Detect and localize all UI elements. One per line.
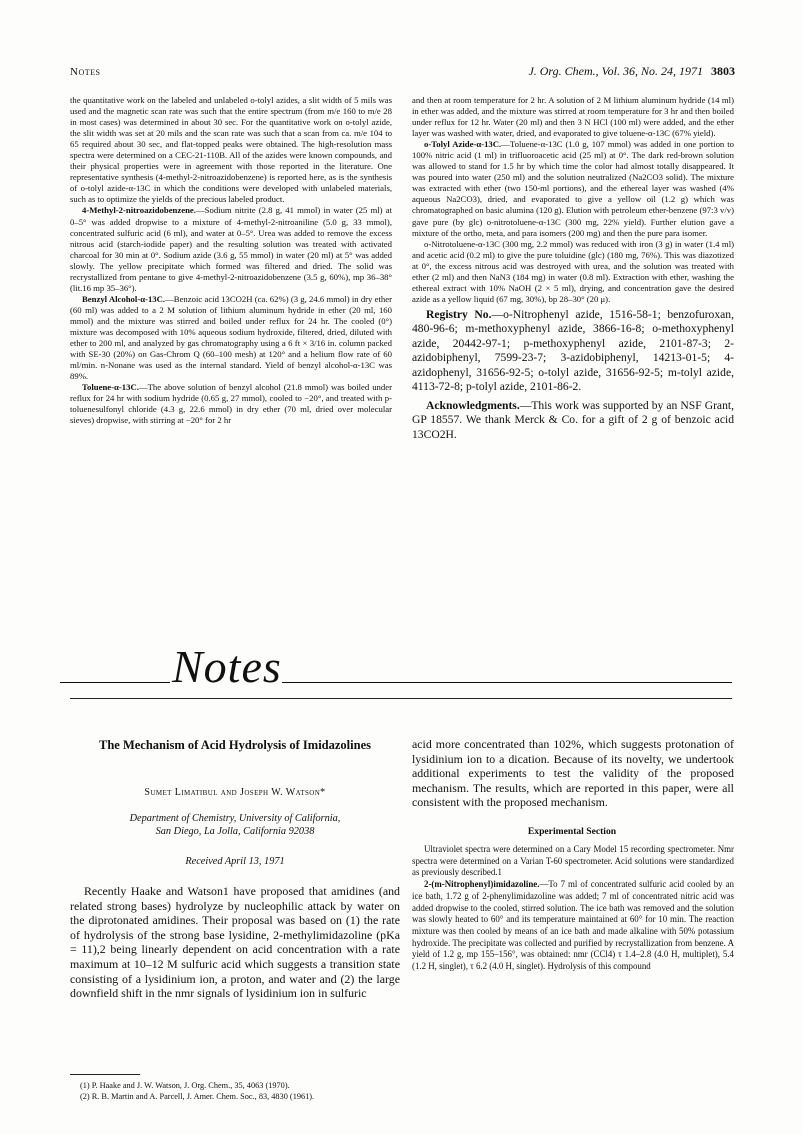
paragraph: o-Nitrotoluene-α-13C (300 mg, 2.2 mmol) was reduced with iron (3 g) in water (1.4 ml) and acetic acid (0.2 ml) to give the pure toluidine (glc) (180 mg, 76%). This was diazotized at 0°, the excess nitrous acid was destroyed with urea, and the solution was treated with ether (2 ml) and then NaN3 (184 mg) in water (0.8 ml). Extraction with ether, washing the ethereal extract with 10% NaOH (2 × 5 ml), drying, and concentration gave the desired azide as a yellow liquid (67 mg, 30%), bp 28–30° (20 μ). [412, 238, 734, 304]
paragraph-heading: Toluene-α-13C. [82, 382, 139, 393]
paragraph: Ultraviolet spectra were determined on a Cary Model 15 recording spectrometer. Nmr spectra were determined on a Varian T-60 spectrometer. Acid solutions were standardized as previously described.1 [412, 844, 734, 878]
footnote: (2) R. B. Martin and A. Parcell, J. Amer. Chem. Soc., 83, 4830 (1961). [80, 1092, 315, 1101]
running-header-journal [528, 64, 735, 79]
paragraph: acid more concentrated than 102%, which suggests protonation of lysidinium ion to a dication. Because of its novelty, we undertook additional experiments to test the validity of the proposed mechanism. The results, which are reported in this paper, were all consistent with the proposed mechanism. [412, 737, 734, 810]
banner-underline-left [60, 682, 170, 683]
paragraph-text: —Sodium nitrite (2.8 g, 41 mmol) in water (25 ml) at 0–5° was added dropwise to a mixture of 4-methyl-2-nitroaniline (5.0 g, 33 mmol), concentrated sulfuric acid (6 ml), and water at 0–5°. Urea was added to remove the excess nitrous acid (starch-iodide paper) and the resulting solution was treated with activated charcoal for 30 min at 0°. Sodium azide (3.6 g, 55 mmol) in water (20 ml) at 5° was added slowly. The yellow precipitate which formed was filtered and dried. The solid was recrystallized from pentane to give 4-methyl-2-nitroazidobenzene (3.5 g, 60%), mp 36–38° (lit.16 mp 35–36°). [70, 205, 392, 293]
top-left-column [70, 95, 392, 426]
paragraph-heading: 2-(m-Nitrophenyl)imidazoline. [424, 879, 540, 890]
experimental-section-heading: Experimental Section [527, 826, 617, 837]
article-affiliation [70, 812, 400, 838]
experimental-section [412, 844, 734, 973]
registry-numbers [412, 308, 734, 395]
footnote: (1) P. Haake and J. W. Watson, J. Org. Chem., 35, 4063 (1970). [80, 1081, 290, 1090]
paragraph-text: —The above solution of benzyl alcohol (21.8 mmol) was boiled under reflux for 24 hr with sodium hydride (0.65 g, 27 mmol), cooled to −20°, and treated with p-toluenesulfonyl chloride (4.3 g, 22.6 mmol) in dry ether (70 ml, dried over molecular sieves) dropwise, with stirring at −20° for 2 hr [70, 382, 392, 426]
paragraph-text: —Toluene-α-13C (1.0 g, 107 mmol) was added in one portion to 100% nitric acid (1 ml) in trifluoroacetic acid (25 ml) at 0°. The dark red-brown solution was allowed to stand for 1.5 hr by which time the color had almost totally disappeared. It was poured into water (250 ml) and the solution neutralized (Na2CO3 solid). The mixture was extracted with ether (two 150-ml portions), and the ethereal layer was washed (4% aqueous Na2CO3), dried, and evaporated to give a yellow oil (1.2 g) which was chromatographed on basic alumina (120 g). Elution with petroleum ether-benzene (97:3 v/v) gave pure (by glc) o-nitrotoluene-α-13C (300 mg, 22% yield). Further elution gave a mixture of the ortho, meta, and para isomers (200 mg) and then the pure para isomer. [412, 139, 734, 238]
received-date: Received April 13, 1971 [185, 856, 285, 867]
top-right-column [412, 95, 734, 442]
page-number: 3803 [711, 64, 735, 78]
footnotes [80, 1080, 400, 1102]
registry-block [412, 308, 734, 443]
paragraph [412, 879, 734, 973]
acknowledgments [412, 399, 734, 443]
article-intro-left [70, 884, 400, 1001]
paragraph [70, 294, 392, 382]
journal-citation: J. Org. Chem., Vol. 36, No. 24, 1971 [528, 64, 703, 78]
running-header-section: Notes [70, 66, 101, 78]
paragraph: the quantitative work on the labeled and unlabeled o-tolyl azides, a slit width of 5 mils was used and the magnetic scan rate was such that the entire spectrum (from m/e 160 to m/e 28 in most cases) was determined in about 30 sec. For the quantitative work on o-tolyl azide, the slit width was set at 20 mils and the scan rate was such that a scan from ca. m/e 104 to 65 required about 30 sec, and flat-topped peaks were obtained. The high-resolution mass spectra were determined on a CEC-21-110B. All of the azides were known compounds, and their physical properties were in agreement with those reported in the literature. One representative synthesis (4-methyl-2-nitroazidobenzene) is reported here, as is the synthesis of o-tolyl azide-α-13C in which the conditions were developed with unlabeled materials, such as to optimize the yields of the precious labeled product. [70, 95, 392, 205]
paragraph-heading: 4-Methyl-2-nitroazidobenzene. [82, 205, 196, 216]
paragraph: Recently Haake and Watson1 have proposed that amidines (and related strong bases) hydrolyze by nucleophilic attack by water on the diprotonated amidines. Their proposal was based on (1) the rate of hydrolysis of the strong base lysidine, 2-methylimidazoline (pKa = 11),2 being linearly dependent on acid concentration with a rate maximum at 10–12 M sulfuric acid which suggests a transition state consisting of a lysidinium ion, a proton, and water and (2) the large downfield shift in the nmr signals of lysidinium ion in sulfuric [70, 884, 400, 1001]
acknowledgments-heading: Acknowledgments. [426, 398, 520, 412]
article-title: The Mechanism of Acid Hydrolysis of Imidazolines [98, 738, 371, 752]
paragraph: and then at room temperature for 2 hr. A solution of 2 M lithium aluminum hydride (14 ml) in ether was added, and the mixture was stirred at room temperature for 3 hr and then boiled under reflux for 12 hr. Water (20 ml) and then 3 N HCl (100 ml) were added, and the ether layer was washed with water, dried, and evaporated to give toluene-α-13C (67% yield). [412, 95, 734, 139]
paragraph [70, 382, 392, 426]
footnote-rule [70, 1074, 140, 1075]
paragraph-text: —To 7 ml of concentrated sulfuric acid cooled by an ice bath, 1.72 g of 2-phenylimidazoline was added; 7 ml of concentrated nitric acid was added dropwise to the cooled, stirred solution. The ice bath was removed and the solution was slowly heated to 60° and its temperature maintained at 60° for 10 min. The reaction mixture was then cooled by means of an ice bath and made alkaline with 50% potassium hydroxide. The precipitate was collected and purified by recrystallization from benzene. A yield of 1.2 g, mp 155–156°, was obtained: nmr (CCl4) τ 1.4–2.8 (4.0 H, multiplet), 5.4 (1.2 H, singlet), τ 6.2 (4.0 H, singlet). Hydrolysis of this compound [412, 879, 734, 972]
registry-text: —o-Nitrophenyl azide, 1516-58-1; benzofuroxan, 480-96-6; m-methoxyphenyl azide, 3866-16-8; o-methoxyphenyl azide, 20442-97-1; p-methoxyphenyl azide, 2101-87-3; 2-azidobiphenyl, 7599-23-7; 3-azidobiphenyl, 14213-01-5; 4-azidophenyl, 31656-92-5; o-tolyl azide, 31656-92-5; m-tolyl azide, 4113-72-8; p-tolyl azide, 2101-86-2. [412, 307, 734, 394]
notes-banner-title: Notes [172, 641, 282, 692]
notes-banner [60, 640, 740, 696]
paragraph-text: —Benzoic acid 13CO2H (ca. 62%) (3 g, 24.6 mmol) in dry ether (60 ml) was added to a 2 M solution of lithium aluminum hydride in ether (20 ml, 160 mmol) and the mixture was stirred and boiled under reflux for 24 hr. The cooled (0°) mixture was decomposed with 10% aqueous sodium hydroxide, filtered, dried, diluted with ether to 200 ml, and analyzed by gas chromatography using a 6 ft × 3/16 in. column packed with SE-30 (20%) on Gas-Chrom Q (60–100 mesh) at 120° and a helium flow rate of 60 ml/min. n-Nonane was used as the internal standard. Yield of benzyl alcohol-α-13C was 89%. [70, 293, 392, 382]
article-authors: Sumet Limatibul and Joseph W. Watson* [144, 787, 326, 798]
banner-underline-right [282, 682, 732, 683]
paragraph [412, 139, 734, 238]
paragraph [70, 205, 392, 293]
affiliation-line: Department of Chemistry, University of California, [129, 813, 341, 824]
paragraph-heading: o-Tolyl Azide-α-13C. [424, 139, 502, 150]
registry-heading: Registry No. [426, 307, 492, 321]
paragraph-heading: Benzyl Alcohol-α-13C. [82, 293, 166, 304]
affiliation-line: San Diego, La Jolla, California 92038 [155, 826, 315, 837]
acknowledgments-text: —This work was supported by an NSF Grant, GP 18557. We thank Merck & Co. for a gift of 2 g of benzoic acid 13CO2H. [412, 398, 734, 441]
article-intro-right [412, 737, 734, 810]
section-divider [70, 698, 732, 699]
